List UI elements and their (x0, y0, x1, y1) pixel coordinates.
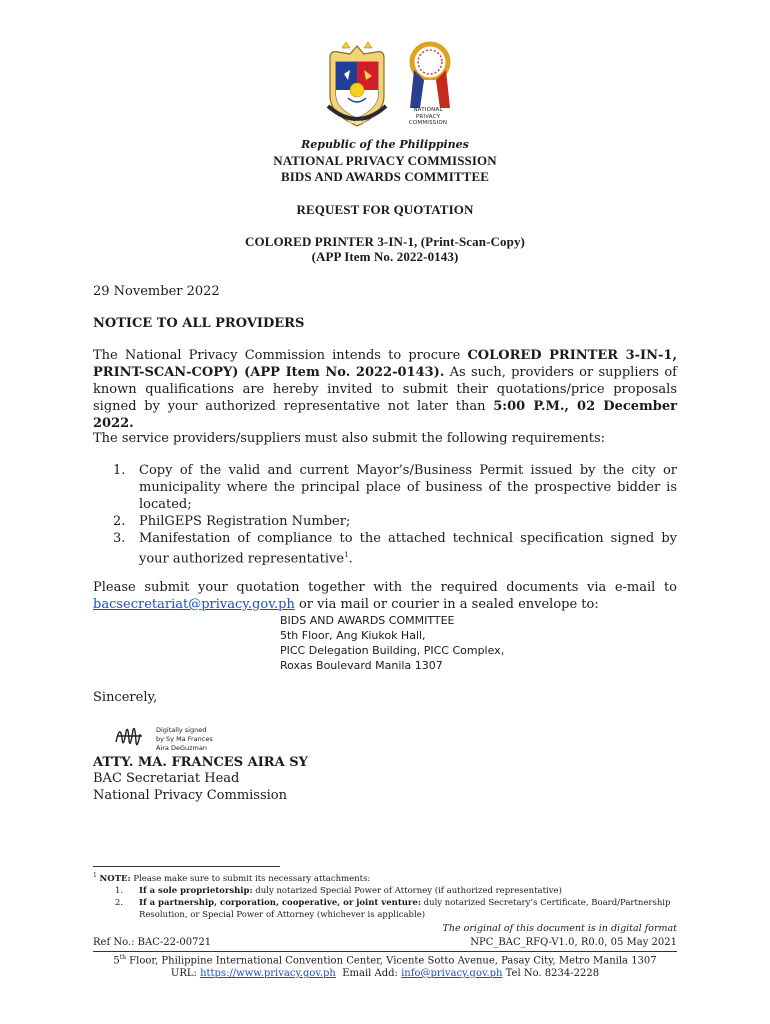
info-email-link[interactable]: info@privacy.gov.ph (401, 968, 503, 979)
list-item: 1. Copy of the valid and current Mayor’s/Business Permit issued by the city or municipality where the principal place of business of the prospective bidder is located; (113, 463, 677, 512)
digital-format-note: The original of this document is in digital format (442, 923, 677, 934)
item-app-number: (APP Item No. 2022-0143) (311, 249, 459, 264)
npc-logo-caption: NATIONAL PRIVACY COMMISSION (408, 107, 448, 126)
notice-title: NOTICE TO ALL PROVIDERS (93, 316, 305, 331)
bac-email-link[interactable]: bacsecretariat@privacy.gov.ph (93, 597, 295, 612)
requirements-intro: The service providers/suppliers must also submit the following requirements: (93, 431, 606, 446)
submission-paragraph: Please submit your quotation together with the required documents via e-mail to bacsecretariat@privacy.gov.ph or via mail or courier in a sealed envelope to: (93, 580, 677, 612)
republic-heading: Republic of the Philippines (301, 138, 469, 151)
document-date: 29 November 2022 (93, 284, 220, 299)
requirements-list (93, 462, 677, 567)
agency-name: NATIONAL PRIVACY COMMISSION (273, 153, 497, 168)
footer-address: 5th Floor, Philippine International Convention Center, Vicente Sotto Avenue, Pasay City, Metro Manila 1307 (113, 954, 657, 967)
footnote: $^1$ NOTE: Please make sure to submit its necessary attachments: 1. If a sole proprietorship: duly notarized Special Power of Attorney (if authorized representative) 2. If a partnership, corporation, cooperative, or joint venture: duly notarized Secretary’s Certificate, Board/Partnership Resolution, or Special Power of Attorney (whichever is applicable) (93, 870, 677, 921)
website-link[interactable]: https://www.privacy.gov.ph (200, 968, 336, 979)
document-type: REQUEST FOR QUOTATION (296, 202, 474, 217)
address-line: Roxas Boulevard Manila 1307 (280, 659, 443, 672)
form-code: NPC_BAC_RFQ-V1.0, R0.0, 05 May 2021 (470, 937, 677, 948)
item-title: COLORED PRINTER 3-IN-1, (Print-Scan-Copy) (245, 234, 525, 249)
handwritten-signature (112, 720, 146, 754)
footer-contacts: URL: https://www.privacy.gov.ph Email Add: info@privacy.gov.ph Tel No. 8234-2228 (170, 968, 600, 979)
address-line: 5th Floor, Ang Kiukok Hall, (280, 629, 426, 642)
digital-signature-note: Digitally signed by Sy Ma Frances Aira DeGuzman (156, 726, 213, 752)
mailing-address (280, 613, 504, 673)
reference-number: Ref No.: BAC-22-00721 (93, 937, 212, 948)
npc-logo (400, 40, 460, 112)
signatory-title: BAC Secretariat Head (93, 771, 240, 786)
intro-paragraph: The National Privacy Commission intends to procure COLORED PRINTER 3-IN-1, PRINT-SCAN-COPY) (APP Item No. 2022-0143). As such, providers or suppliers of known qualifications are hereby invited to submit their quotations/price proposals signed by your authorized representative not later than 5:00 P.M., 02 December 2022. (93, 348, 677, 431)
svg-text:REPUBLIKA NG PILIPINAS: REPUBLIKA NG PILIPINAS (332, 120, 382, 125)
closing: Sincerely, (93, 690, 158, 705)
philippine-seal-logo (320, 40, 394, 130)
signatory-org: National Privacy Commission (93, 788, 288, 803)
committee-name: BIDS AND AWARDS COMMITTEE (280, 169, 489, 184)
footnote-item: 1. If a sole proprietorship: duly notarized Special Power of Attorney (if authorized representative) (115, 885, 562, 896)
list-item: 2. PhilGEPS Registration Number; (113, 514, 351, 529)
footer-divider (93, 951, 677, 952)
footnote-divider (93, 866, 280, 867)
address-line: PICC Delegation Building, PICC Complex, (280, 644, 505, 657)
footnote-item: 2. If a partnership, corporation, cooperative, or joint venture: duly notarized Secretary’s Certificate, Board/Partnership Resolution, or Special Power of Attorney (whichever is applicable) (115, 897, 671, 920)
address-line: BIDS AND AWARDS COMMITTEE (280, 614, 455, 627)
list-item: 3. Manifestation of compliance to the attached technical specification signed by your authorized representative$^1$. (113, 531, 677, 567)
signatory-name: ATTY. MA. FRANCES AIRA SY (93, 755, 308, 770)
